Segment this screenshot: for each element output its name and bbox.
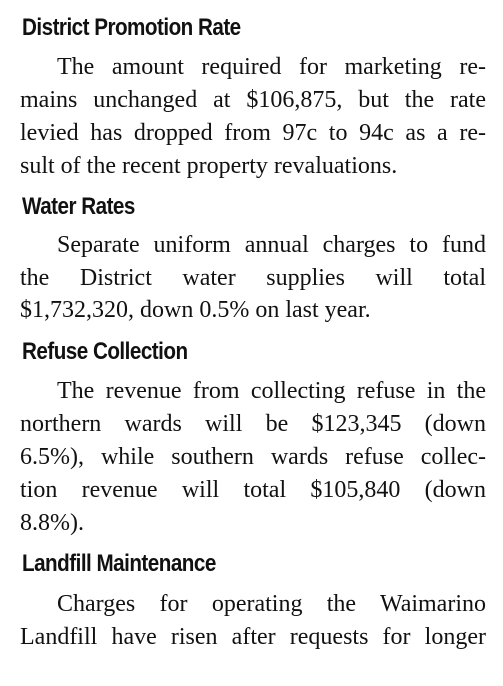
paragraph-line: Separate uniform annual charges to fund — [57, 232, 486, 258]
section-heading-landfill-maintenance: Landfill Maintenance — [22, 550, 216, 577]
paragraph-line: levied has dropped from 97c to 94c as a re- — [20, 120, 486, 146]
paragraph-line: sult of the recent property revaluations. — [20, 153, 398, 179]
paragraph-line: The amount required for marketing re- — [57, 54, 486, 80]
paragraph-line: The revenue from collecting refuse in the — [57, 378, 486, 404]
paragraph-line: tion revenue will total $105,840 (down — [20, 477, 486, 503]
paragraph-line: 6.5%), while southern wards refuse collec- — [20, 444, 486, 470]
section-heading-refuse-collection: Refuse Collection — [22, 338, 188, 365]
paragraph-line: $1,732,320, down 0.5% on last year. — [20, 297, 371, 323]
paragraph-line: Landfill have risen after requests for longer — [20, 624, 486, 650]
paragraph-line: 8.8%). — [20, 510, 84, 536]
paragraph-line: the District water supplies will total — [20, 265, 486, 291]
paragraph-line: northern wards will be $123,345 (down — [20, 411, 486, 437]
paragraph-line: mains unchanged at $106,875, but the rate — [20, 87, 486, 113]
section-heading-district-promotion-rate: District Promotion Rate — [22, 14, 241, 41]
section-heading-water-rates: Water Rates — [22, 193, 135, 220]
paragraph-line: Charges for operating the Waimarino — [57, 591, 486, 617]
